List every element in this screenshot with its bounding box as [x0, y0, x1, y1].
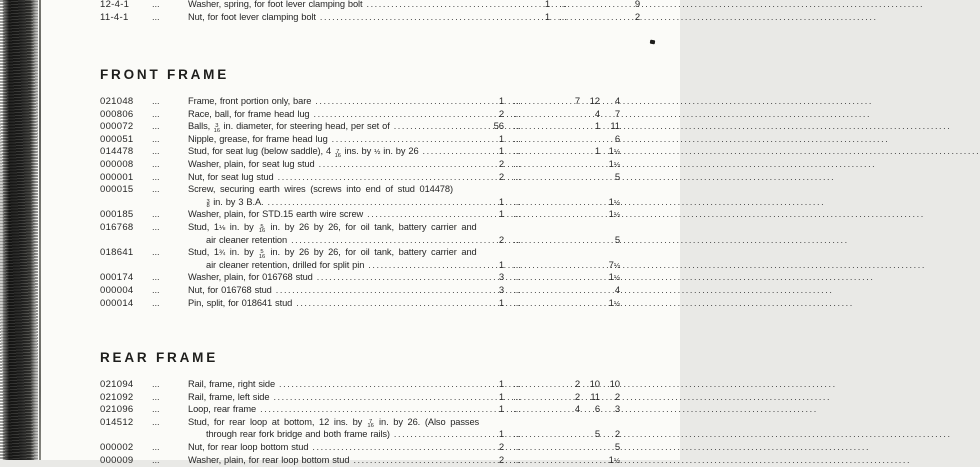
part-description-continuation: 3 8 in. by 3 B.A.: [206, 196, 264, 210]
column-separator-dots: ...: [152, 184, 160, 195]
table-row: [100, 391, 620, 404]
quantity-separator-dots: ...: [513, 429, 521, 440]
table-row: [100, 416, 620, 429]
part-description: Screw, securing earth wires (screws into end of stud 014478): [188, 184, 453, 195]
parts-table: [100, 378, 620, 466]
section-front-frame: [100, 67, 620, 309]
quantity-separator-dots: ...: [513, 121, 521, 132]
quantity-separator-dots: ...: [513, 454, 521, 465]
table-row: [100, 0, 640, 11]
part-number: 000015: [100, 184, 134, 196]
dot-leader: [394, 428, 479, 441]
description-cell: [188, 120, 482, 133]
part-description: Rail, frame, left side: [188, 391, 270, 402]
dot-leader: [278, 171, 479, 184]
part-description: Nut, for 016768 stud: [188, 284, 272, 295]
fraction: ½: [613, 159, 620, 169]
price-pounds: 4: [574, 404, 580, 416]
part-description: Washer, plain, for seat lug stud: [188, 158, 315, 169]
fraction: ½: [613, 273, 620, 283]
column-separator-dots: ...: [152, 108, 160, 119]
column-separator-dots: ...: [152, 284, 160, 295]
quantity: 1: [544, 12, 550, 23]
part-number: 000051: [100, 133, 134, 145]
part-description-continuation: through rear fork bridge and both frame rails): [206, 429, 390, 440]
price-pence: 1½: [608, 146, 620, 158]
description-cell: [188, 391, 482, 404]
part-number: 000072: [100, 121, 134, 133]
price-pence: 4: [614, 284, 620, 296]
part-description: Washer, plain, for 016768 stud: [188, 272, 313, 283]
price-pence: 9: [634, 0, 640, 10]
part-number: 018641: [100, 247, 134, 259]
price-pence: 1½: [608, 158, 620, 170]
part-description: Pin, split, for 018641 stud: [188, 297, 293, 308]
part-number: 11-4-1: [100, 12, 129, 23]
fraction-denominator: 16: [367, 423, 374, 430]
part-number: 021048: [100, 96, 134, 107]
fraction: ½: [613, 298, 620, 308]
fraction-denominator: 16: [334, 152, 342, 159]
dot-leader: [273, 391, 479, 404]
price-pence: 11: [610, 121, 620, 133]
fraction-denominator: 16: [213, 127, 221, 134]
part-number: 12-4-1: [100, 0, 130, 10]
quantity: 1: [544, 0, 550, 10]
fraction-denominator: 16: [258, 253, 266, 260]
price-shillings: 4: [594, 108, 600, 120]
part-number: 000004: [100, 284, 134, 296]
part-description: Nut, for rear loop bottom stud: [188, 441, 309, 452]
quantity-separator-dots: ...: [513, 272, 521, 283]
table-row: [100, 441, 620, 454]
fraction: [258, 225, 265, 233]
price-pence: 2: [634, 12, 640, 23]
description-cell: [188, 95, 482, 108]
description-cell: [188, 171, 482, 184]
fraction: [334, 150, 341, 158]
price-pence: 3: [614, 404, 620, 416]
description-cell: [188, 454, 482, 467]
fraction: ¾: [218, 248, 226, 258]
quantity: 1: [498, 259, 504, 271]
price-pence: 2: [614, 391, 620, 403]
part-number: 021092: [100, 391, 134, 403]
table-row: [100, 183, 620, 196]
price-pence: 1½: [608, 454, 620, 466]
price-pounds: 2: [574, 391, 580, 403]
part-description: Stud, for rear loop at bottom, 12 ins. by 7 16 in. by 26. (Also passes: [188, 416, 480, 430]
part-description: Washer, plain, for rear loop bottom stud: [188, 454, 350, 465]
description-cell: [188, 158, 482, 171]
part-number: 000002: [100, 441, 134, 453]
part-number: 021096: [100, 404, 134, 416]
description-cell: [188, 246, 620, 260]
price-pence: 2: [614, 429, 620, 441]
description-cell: [188, 11, 528, 24]
part-description: Frame, front portion only, bare: [188, 96, 312, 106]
column-separator-dots: ...: [152, 146, 160, 157]
previous-table-rows: [100, 0, 640, 24]
quantity-separator-dots: ...: [513, 379, 521, 389]
quantity: 1: [498, 379, 504, 390]
quantity: 3: [498, 284, 504, 296]
description-cell: [188, 259, 482, 272]
part-number: 000008: [100, 158, 134, 170]
price-pence: 1½: [608, 196, 620, 208]
table-row: [100, 284, 620, 297]
column-separator-dots: ...: [152, 454, 160, 465]
part-description: Race, ball, for frame head lug: [188, 108, 310, 119]
price-pence: 4: [614, 96, 620, 107]
quantity: 2: [498, 158, 504, 170]
quantity-separator-dots: ...: [513, 391, 521, 402]
column-separator-dots: ...: [152, 96, 160, 106]
ink-speck: [650, 40, 656, 45]
description-cell: [188, 108, 482, 121]
price-pence: 5: [614, 171, 620, 183]
table-row: [100, 133, 620, 146]
dot-leader: [315, 95, 479, 108]
column-separator-dots: ...: [152, 221, 160, 232]
price-shillings: 12: [589, 96, 600, 107]
price-pence: 6: [614, 133, 620, 145]
price-shillings: 1: [594, 121, 600, 133]
column-separator-dots: ...: [152, 247, 160, 258]
part-number: 014478: [100, 146, 134, 158]
column-separator-dots: ...: [152, 0, 160, 9]
fraction: ⅛: [218, 222, 226, 232]
quantity-separator-dots: ...: [513, 441, 521, 452]
quantity: 2: [498, 108, 504, 120]
dot-leader: [423, 145, 479, 158]
quantity: 1: [498, 297, 504, 309]
column-separator-dots: ...: [152, 404, 160, 415]
price-pence: 5: [614, 234, 620, 246]
price-pounds: 7: [574, 96, 580, 107]
table-row: [100, 454, 620, 467]
price-pence: 7½: [608, 259, 620, 271]
price-shillings: 1: [594, 146, 600, 158]
price-pence: 1½: [608, 209, 620, 221]
quantity-separator-dots: ...: [513, 209, 521, 220]
dot-leader: [320, 11, 525, 24]
dot-leader: [368, 259, 479, 272]
table-row: [100, 11, 640, 24]
column-separator-dots: ...: [152, 379, 160, 389]
fraction-numerator: 7: [369, 419, 373, 426]
table-row: [100, 171, 620, 184]
dot-leader: [317, 271, 479, 284]
table-row-continuation: [100, 259, 620, 272]
part-description: Loop, rear frame: [188, 404, 257, 415]
table-row-continuation: [100, 428, 620, 441]
part-description: Washer, plain, for STD.15 earth wire screw: [188, 209, 364, 220]
fraction: [213, 124, 220, 132]
description-cell: [188, 221, 620, 235]
quantity: 2: [498, 441, 504, 453]
part-number: 014512: [100, 416, 134, 428]
fraction: ½: [374, 147, 381, 157]
price-pence: 1½: [608, 297, 620, 309]
table-row: [100, 108, 620, 121]
dot-leader: [332, 133, 479, 146]
quantity-separator-dots: ...: [513, 171, 521, 182]
section-title: FRONT FRAME: [100, 67, 230, 82]
quantity: 2: [498, 454, 504, 466]
part-number: 000009: [100, 454, 134, 466]
part-description: Stud, for seat lug (below saddle), 4 7 16 ins. by ½ in. by 26: [188, 146, 419, 159]
price-pence: 7: [614, 108, 620, 120]
table-row: [100, 208, 620, 221]
fraction-numerator: 7: [336, 148, 340, 155]
part-description-continuation: air cleaner retention: [206, 234, 288, 245]
quantity: 1: [498, 404, 504, 416]
parts-table: [100, 95, 620, 309]
fraction: ½: [613, 455, 620, 465]
part-description: Nipple, grease, for frame head lug: [188, 133, 328, 144]
table-row: [100, 378, 620, 391]
description-cell: [188, 441, 482, 454]
part-description: Balls, 3 16 in. diameter, for steering head, per set of: [188, 121, 390, 134]
quantity: 1: [498, 96, 504, 107]
description-cell: [188, 416, 620, 429]
table-row: [100, 158, 620, 171]
fraction-numerator: 3: [215, 123, 219, 130]
dot-leader: [291, 234, 479, 247]
quantity-separator-dots: ...: [513, 297, 521, 308]
table-row: [100, 297, 620, 310]
quantity: 2: [498, 234, 504, 246]
price-pounds: 2: [574, 379, 580, 390]
book-gutter-shadow: [0, 0, 38, 460]
dot-leader: [276, 284, 479, 297]
price-shillings: 5: [594, 429, 600, 441]
column-separator-dots: ...: [152, 171, 160, 182]
page-edge-line: [39, 0, 41, 460]
section-rear-frame: [100, 350, 620, 466]
table-row: [100, 95, 620, 108]
part-number: 000806: [100, 108, 134, 120]
quantity: 3: [498, 272, 504, 284]
part-number: 000001: [100, 171, 134, 183]
fraction: ½: [613, 147, 620, 157]
description-cell: [188, 271, 482, 284]
quantity-separator-dots: ...: [513, 96, 521, 106]
quantity-separator-dots: ...: [513, 158, 521, 169]
dot-leader: [367, 208, 479, 221]
part-number: 016768: [100, 221, 134, 233]
price-pence: 1½: [608, 272, 620, 284]
column-separator-dots: ...: [152, 12, 160, 22]
part-description: Washer, spring, for foot lever clamping bolt: [188, 0, 363, 9]
column-separator-dots: ...: [152, 416, 160, 427]
quantity: 1: [498, 391, 504, 403]
price-pence: 10: [609, 379, 620, 390]
quantity: 56: [493, 121, 504, 133]
description-cell: [188, 297, 482, 310]
quantity-separator-dots: ...: [513, 234, 521, 245]
quantity-separator-dots: ...: [513, 196, 521, 207]
dot-leader: [366, 0, 525, 11]
part-number: 000174: [100, 272, 134, 284]
table-row: [100, 120, 620, 133]
column-separator-dots: ...: [152, 441, 160, 452]
quantity-separator-dots: ...: [559, 12, 567, 22]
quantity: 2: [498, 171, 504, 183]
part-number: 000185: [100, 209, 134, 221]
dot-leader: [312, 441, 479, 454]
description-cell: [188, 378, 482, 391]
part-description: Nut, for seat lug stud: [188, 171, 274, 182]
quantity-separator-dots: ...: [513, 284, 521, 295]
column-separator-dots: ...: [152, 272, 160, 283]
dot-leader: [296, 297, 479, 310]
description-cell: [188, 428, 482, 441]
description-cell: [188, 208, 482, 221]
price-shillings: 10: [589, 379, 600, 390]
description-cell: [188, 183, 620, 196]
price-pence: 5: [614, 441, 620, 453]
quantity-separator-dots: ...: [513, 133, 521, 144]
dot-leader: [394, 120, 479, 133]
quantity: 1: [498, 196, 504, 208]
quantity: 1: [498, 133, 504, 145]
column-separator-dots: ...: [152, 158, 160, 169]
column-separator-dots: ...: [152, 297, 160, 308]
column-separator-dots: ...: [152, 209, 160, 220]
part-description: Stud, 1¾ in. by 5 16 in. by 26 by 26, for oil tank, battery carrier and: [188, 247, 477, 260]
quantity-separator-dots: ...: [513, 146, 521, 157]
fraction: [258, 250, 265, 258]
description-cell: [188, 284, 482, 297]
column-separator-dots: ...: [152, 133, 160, 144]
description-cell: [188, 133, 482, 146]
description-cell: [188, 403, 482, 416]
fraction-numerator: 3: [206, 199, 210, 206]
description-cell: [188, 234, 482, 247]
column-separator-dots: ...: [152, 121, 160, 132]
fraction: ½: [613, 260, 620, 270]
quantity-separator-dots: ...: [513, 108, 521, 119]
part-description: Rail, frame, right side: [188, 379, 276, 389]
price-shillings: 6: [594, 404, 600, 416]
table-row: [100, 145, 620, 158]
dot-leader: [260, 403, 479, 416]
dot-leader: [268, 196, 479, 209]
fraction-numerator: 5: [260, 224, 264, 231]
quantity-separator-dots: ...: [513, 404, 521, 415]
part-number: 021094: [100, 379, 134, 390]
description-cell: [188, 196, 482, 209]
table-row-continuation: [100, 234, 620, 247]
table-row: [100, 271, 620, 284]
description-cell: [188, 0, 528, 11]
dot-leader: [353, 454, 479, 467]
fraction: [206, 200, 210, 208]
description-cell: [188, 145, 482, 159]
section-title: REAR FRAME: [100, 350, 218, 365]
fraction-denominator: 16: [258, 228, 266, 235]
fraction: ½: [613, 210, 620, 220]
quantity: 1: [498, 209, 504, 221]
dot-leader: [279, 378, 479, 391]
table-row: [100, 403, 620, 416]
quantity-separator-dots: ...: [513, 259, 521, 270]
part-description: Nut, for foot lever clamping bolt: [188, 12, 316, 22]
fraction: [367, 420, 374, 428]
part-description-continuation: air cleaner retention, drilled for split pin: [206, 259, 365, 270]
fraction-denominator: 8: [206, 203, 210, 210]
dot-leader: [319, 158, 479, 171]
quantity: 1: [498, 146, 504, 158]
table-row: [100, 246, 620, 259]
price-shillings: 11: [590, 391, 600, 403]
fraction-numerator: 5: [260, 249, 264, 256]
part-number: 000014: [100, 297, 134, 309]
fraction: ½: [613, 197, 620, 207]
table-row: [100, 221, 620, 234]
column-separator-dots: ...: [152, 391, 160, 402]
part-description: Stud, 1⅛ in. by 5 16 in. by 26 by 26, for oil tank, battery carrier and: [188, 221, 477, 235]
table-row-continuation: [100, 196, 620, 209]
quantity-separator-dots: ...: [559, 0, 567, 9]
quantity: 1: [498, 429, 504, 441]
dot-leader: [313, 108, 479, 121]
